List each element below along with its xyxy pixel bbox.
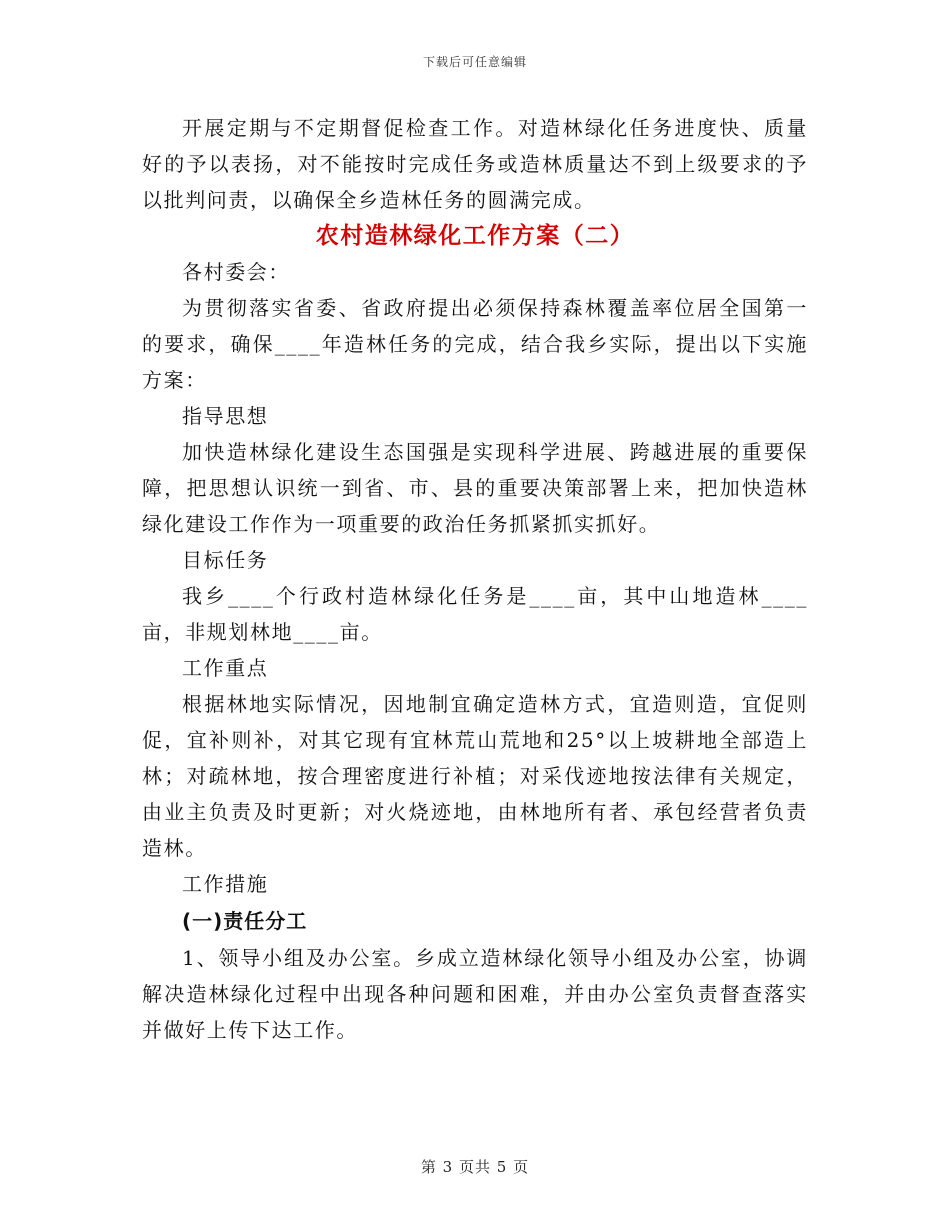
paragraph-intro: 开展定期与不定期督促检查工作。对造林绿化任务进度快、质量好的予以表扬，对不能按时完成任务或造林质量达不到上级要求的予以批判问责，以确保全乡造林任务的圆满完成。 (142, 116, 808, 212)
header-note: 下载后可任意编辑 (422, 55, 527, 69)
heading-guiding-thought: 指导思想 (182, 404, 269, 428)
paragraph-purpose: 为贯彻落实省委、省政府提出必须保持森林覆盖率位居全国第一的要求，确保____年造林任务的完成，结合我乡实际，提出以下实施方案： (142, 296, 808, 392)
paragraph-leading-group: 1、领导小组及办公室。乡成立造林绿化领导小组及办公室，协调解决造林绿化过程中出现各种问题和困难，并由办公室负责督查落实并做好上传下达工作。 (142, 946, 808, 1042)
salutation: 各村委会： (182, 260, 290, 284)
page-number: 第 3 页共 5 页 (420, 1158, 530, 1176)
paragraph-target-task: 我乡____个行政村造林绿化任务是____亩，其中山地造林____亩，非规划林地____亩。 (142, 584, 808, 644)
paragraph-work-focus: 根据林地实际情况，因地制宜确定造林方式，宜造则造，宜促则促，宜补则补，对其它现有宜林荒山荒地和25°以上坡耕地全部造上林；对疏林地，按合理密度进行补植；对采伐迹地按法律有关规定，由业主负责及时更新；对火烧迹地，由林地所有者、承包经营者负责造林。 (142, 692, 808, 860)
heading-work-measures: 工作措施 (182, 872, 269, 896)
document-body (142, 110, 808, 1048)
heading-work-focus: 工作重点 (182, 656, 269, 680)
heading-target-task: 目标任务 (182, 548, 269, 572)
section-title: 农村造林绿化工作方案（二） (315, 222, 635, 249)
heading-responsibility: (一)责任分工 (182, 909, 308, 933)
paragraph-guiding-thought: 加快造林绿化建设生态国强是实现科学进展、跨越进展的重要保障，把思想认识统一到省、市、县的重要决策部署上来，把加快造林绿化建设工作作为一项重要的政治任务抓紧抓实抓好。 (142, 440, 808, 536)
